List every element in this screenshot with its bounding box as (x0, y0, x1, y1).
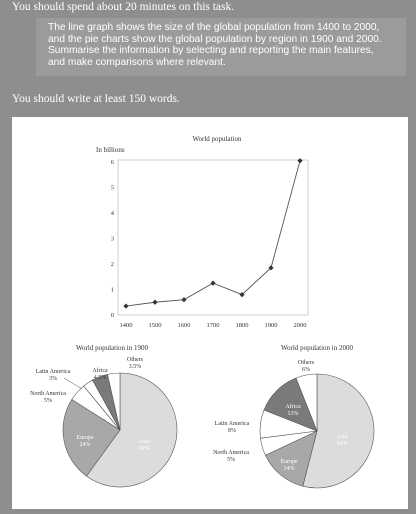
line-x-tick: 1500 (148, 322, 162, 329)
pie-2000-label-europe: Europe (280, 459, 298, 465)
line-y-tick: 5 (110, 184, 114, 192)
charts-figure (12, 117, 408, 509)
pie-2000-value-others: 6% (302, 367, 310, 373)
task-line: The line graph shows the size of the global population from 1400 to 2000, (48, 22, 380, 33)
line-y-tick: 2 (110, 261, 114, 268)
pie-1900-value-asia: 60% (138, 446, 150, 452)
pie-2000-value-latin-america: 8% (228, 428, 236, 434)
line-chart (96, 135, 308, 329)
pie-2000-label-africa: Africa (285, 404, 301, 410)
line-chart-ylabel: In billions (96, 146, 125, 154)
line-x-tick: 2000 (293, 322, 307, 329)
pie-1900-label-europe: Europe (76, 435, 94, 441)
line-x-tick-labels (120, 322, 307, 329)
line-y-tick-labels (111, 159, 115, 319)
task-description (48, 22, 408, 68)
pie-2000 (213, 344, 374, 488)
pie-2000-title: World population in 2000 (281, 344, 353, 352)
pie-2000-value-africa: 13% (287, 411, 299, 417)
pie-2000-label-asia: Asia (336, 434, 348, 440)
pie-1900-label-asia: Asia (138, 439, 150, 445)
pie-2000-label-north-america: North America (213, 450, 249, 456)
pie-1900-leader-latin-america (64, 378, 82, 389)
pie-1900-value-africa: 4.5% (93, 375, 107, 381)
pie-2000-value-north-america: 5% (227, 457, 235, 463)
pie-1900 (30, 344, 177, 487)
pie-2000-slices (260, 374, 374, 488)
line-y-tick: 3 (110, 235, 114, 243)
time-instruction: You should spend about 20 minutes on this task. (12, 1, 235, 13)
task-line: and make comparisons where relevant. (48, 56, 226, 68)
pie-1900-title: World population in 1900 (76, 344, 148, 352)
pie-1900-slices (63, 373, 177, 487)
word-count-instruction: You should write at least 150 words. (12, 93, 180, 105)
line-y-tick: 0 (110, 312, 114, 319)
pie-2000-value-europe: 14% (283, 466, 295, 472)
pie-1900-label-latin-america: Latin America (35, 369, 71, 375)
pie-2000-label-others: Others (298, 360, 314, 366)
line-x-tick: 1900 (264, 322, 278, 329)
pie-2000-label-latin-america: Latin America (214, 421, 250, 427)
line-y-tick: 4 (110, 210, 114, 217)
figure-panel (12, 117, 408, 509)
pie-1900-value-north-america: 5% (44, 398, 52, 404)
pie-1900-label-north-america: North America (30, 391, 66, 397)
line-x-tick: 1700 (206, 322, 220, 329)
line-x-tick: 1800 (235, 322, 249, 329)
pie-1900-value-others: 3.5% (128, 364, 142, 370)
task-line: Summarise the information by selecting and reporting the main features, (48, 45, 374, 57)
pie-2000-value-asia: 54% (336, 441, 348, 447)
line-y-tick: 6 (110, 159, 114, 166)
line-y-tick: 1 (110, 286, 114, 294)
pie-1900-value-europe: 24% (79, 442, 91, 448)
pie-1900-label-africa: Africa (92, 368, 108, 374)
pie-1900-value-latin-america: 3% (49, 376, 57, 382)
line-x-tick: 1400 (119, 322, 133, 329)
line-x-tick: 1600 (177, 322, 191, 329)
task-line: and the pie charts show the global population by region in 1900 and 2000. (48, 33, 382, 45)
line-chart-title: World population (192, 135, 242, 143)
pie-1900-label-others: Others (127, 357, 143, 363)
